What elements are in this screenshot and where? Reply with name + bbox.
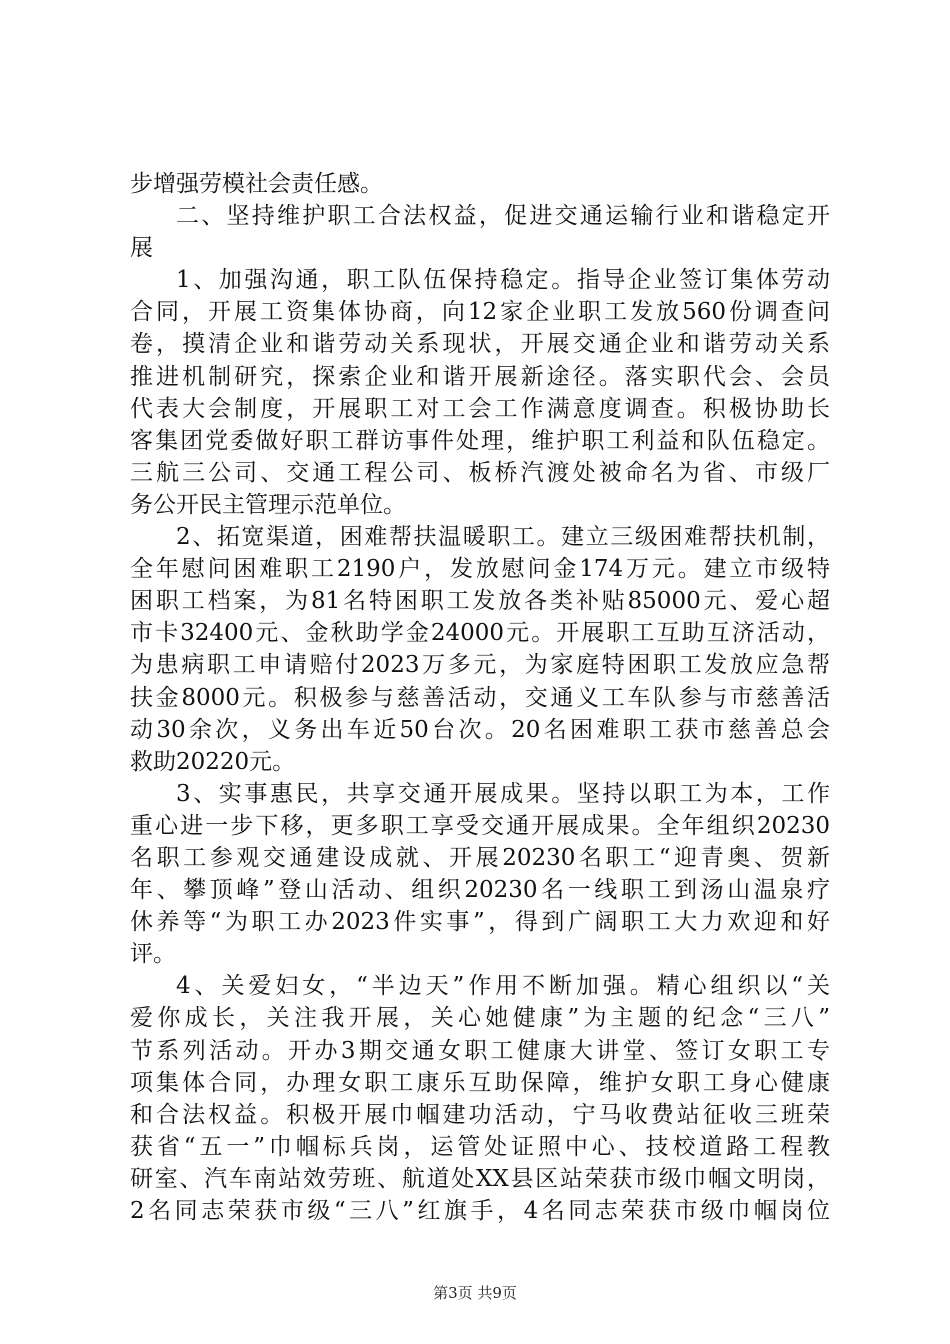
text-line: 名职工参观交通建设成就、开展20230名职工“迎青奥、贺新 xyxy=(130,844,830,871)
text-line: 爱你成长，关注我开展，关心她健康”为主题的纪念“三八” xyxy=(130,1005,830,1032)
text-line: 获省“五一”巾帼标兵岗，运管处证照中心、技校道路工程教 xyxy=(130,1133,830,1160)
text-line: 扶金8000元。积极参与慈善活动，交通义工车队参与市慈善活 xyxy=(130,684,830,711)
text-line: 重心进一步下移，更多职工享受交通开展成果。全年组织20230 xyxy=(130,812,830,839)
text-line: 推进机制研究，探索企业和谐开展新途径。落实职代会、会员 xyxy=(130,363,830,390)
text-line: 节系列活动。开办3期交通女职工健康大讲堂、签订女职工专 xyxy=(130,1037,830,1064)
text-line: 客集团党委做好职工群访事件处理，维护职工利益和队伍稳定。 xyxy=(130,427,830,454)
text-line: 动30余次，义务出车近50台次。20名困难职工获市慈善总会 xyxy=(130,716,830,743)
text-line: 市卡32400元、金秋助学金24000元。开展职工互助互济活动， xyxy=(130,620,830,647)
text-line: 2名同志荣获市级“三八”红旗手，4名同志荣获市级巾帼岗位 xyxy=(130,1198,830,1224)
text-line: 步增强劳模社会责任感。 xyxy=(130,171,383,197)
text-line: 研室、汽车南站效劳班、航道处XX县区站荣获市级巾帼文明岗， xyxy=(130,1165,830,1192)
text-line: 年、攀顶峰”登山活动、组织20230名一线职工到汤山温泉疗 xyxy=(130,877,830,904)
text-line: 评。 xyxy=(130,941,176,968)
text-line: 代表大会制度，开展职工对工会工作满意度调查。积极协助长 xyxy=(130,395,830,422)
text-line: 救助20220元。 xyxy=(130,748,296,775)
text-line: 展 xyxy=(130,235,153,262)
text-line: 4、关爱妇女，“半边天”作用不断加强。精心组织以“关 xyxy=(176,973,830,1000)
text-line: 困职工档案，为81名特困职工发放各类补贴85000元、爱心超 xyxy=(130,588,830,615)
text-line: 务公开民主管理示范单位。 xyxy=(130,491,406,518)
body-text xyxy=(130,168,830,1227)
text-line: 二、坚持维护职工合法权益，促进交通运输行业和谐稳定开 xyxy=(176,203,830,230)
text-line: 和合法权益。积极开展巾帼建功活动，宁马收费站征收三班荣 xyxy=(130,1101,830,1128)
page-footer: 第3页 共9页 xyxy=(433,1284,517,1302)
text-line: 卷，摸清企业和谐劳动关系现状，开展交通企业和谐劳动关系 xyxy=(130,331,830,358)
text-line: 合同，开展工资集体协商，向12家企业职工发放560份调查问 xyxy=(130,299,830,326)
text-line: 3、实事惠民，共享交通开展成果。坚持以职工为本，工作 xyxy=(176,780,830,807)
text-line: 2、拓宽渠道，困难帮扶温暖职工。建立三级困难帮扶机制， xyxy=(176,524,830,551)
text-line: 1、加强沟通，职工队伍保持稳定。指导企业签订集体劳动 xyxy=(176,267,830,294)
text-line: 为患病职工申请赔付2023万多元，为家庭特困职工发放应急帮 xyxy=(130,652,830,679)
text-line: 休养等“为职工办2023件实事”，得到广阔职工大力欢迎和好 xyxy=(130,909,830,936)
text-line: 三航三公司、交通工程公司、板桥汽渡处被命名为省、市级厂 xyxy=(130,459,830,486)
text-line: 全年慰问困难职工2190户，发放慰问金174万元。建立市级特 xyxy=(130,556,830,583)
text-line: 项集体合同，办理女职工康乐互助保障，维护女职工身心健康 xyxy=(130,1069,830,1096)
